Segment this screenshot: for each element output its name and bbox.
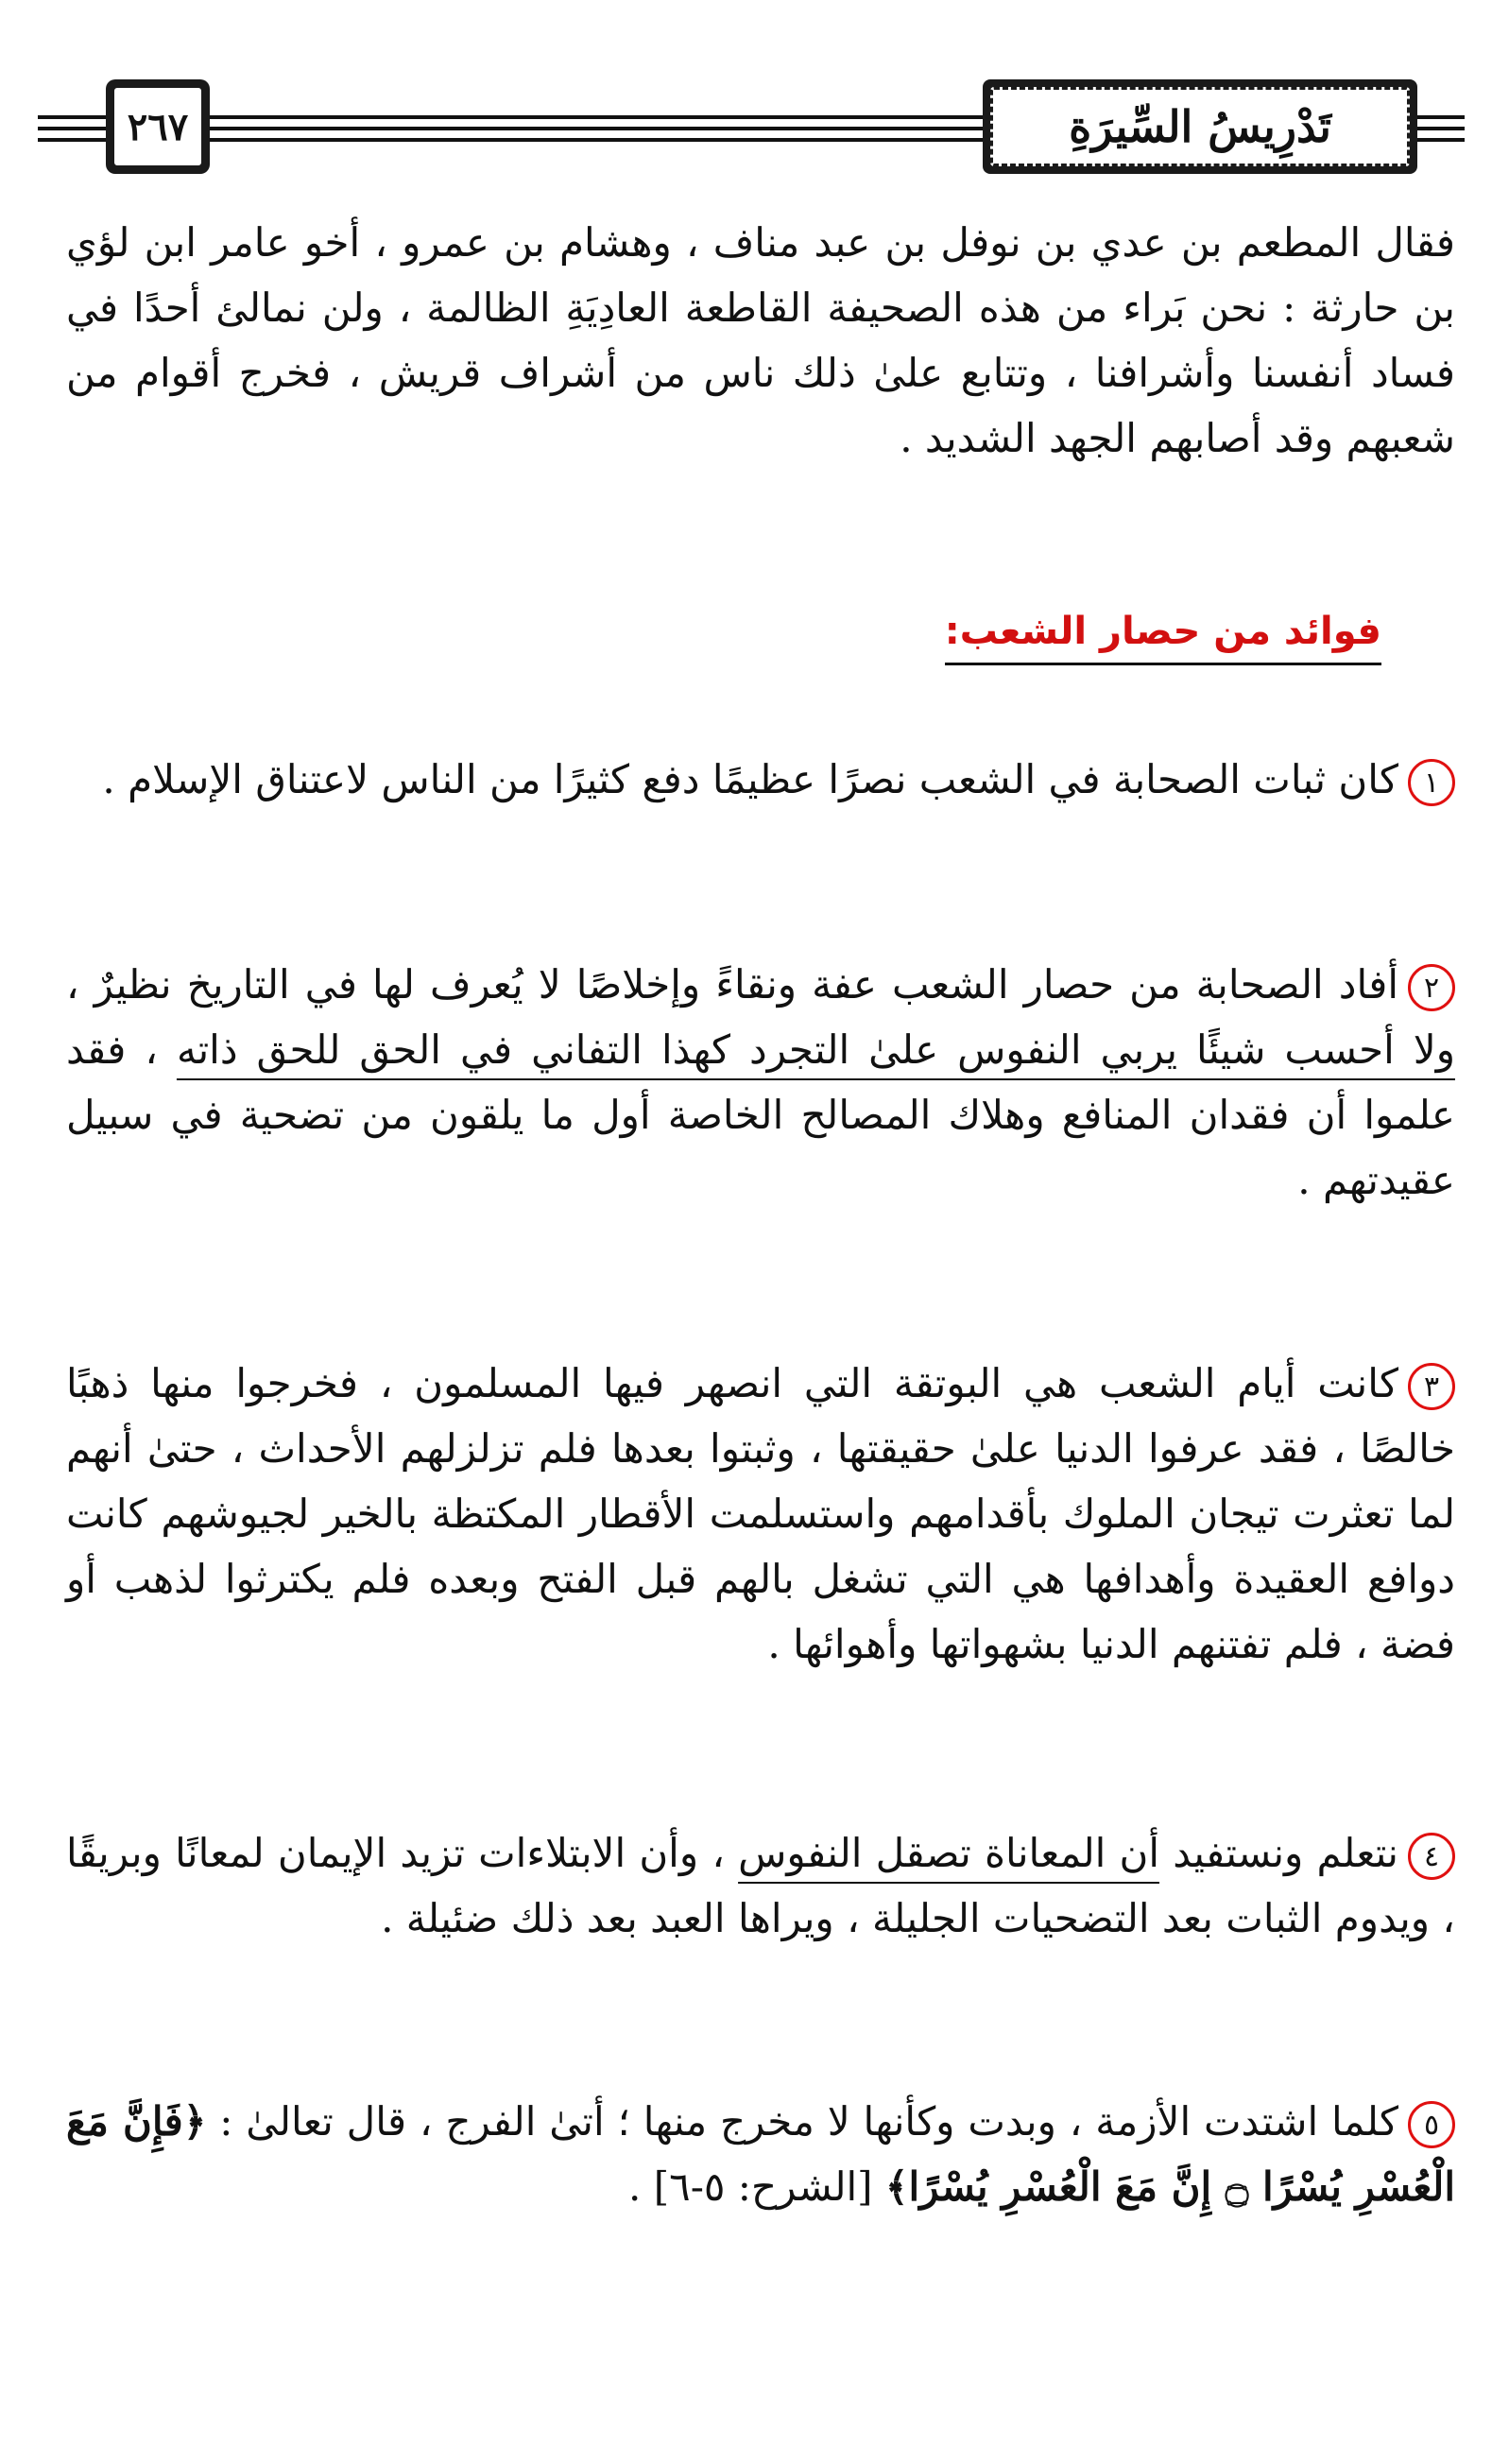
benefit-text: كانت أيام الشعب هي البوتقة التي انصهر فيها المسلمون ، فخرجوا منها ذهبًا خالصًا ، فقد عرفوا الدنيا علىٰ حقيقتها ، وثبتوا بعدها فلم تزلزلهم الأحداث ، حتىٰ أنهم لما تعثرت تيجان الملوك بأقدامهم واستسلمت الأقطار المكتظة بالخير لجيوشهم كانت دوافع العقيدة وأهدافها هي التي تشغل بالهم قبل الفتح وبعده فلم يكترثوا لذهب أو فضة ، فلم تفتنهم الدنيا بشهواتها وأهوائها . [66,1360,1455,1667]
book-title: تَدْرِيسُ السِّيرَةِ [990,87,1410,166]
benefit-text: أفاد الصحابة من حصار الشعب عفة ونقاءً وإخلاصًا لا يُعرف لها في التاريخ نظيرٌ ، [66,961,1398,1008]
benefit-text: نتعلم ونستفيد [1159,1830,1398,1876]
item-number-badge: ٥ [1408,2101,1455,2148]
underlined-text: أن المعاناة تصقل النفوس [738,1830,1160,1876]
benefit-item-2 [66,952,1455,1213]
benefit-text: ، وأن الابتلاءات تزيد الإيمان لمعانًا وبريقًا ، ويدوم الثبات بعد التضحيات الجليلة ، ويراها العبد بعد ذلك ضئيلة . [66,1830,1455,1941]
benefit-text: كلما اشتدت الأزمة ، وبدت وكأنها لا مخرج منها ؛ أتىٰ الفرج ، قال تعالىٰ : [206,2098,1398,2145]
item-number-badge: ١ [1408,759,1455,806]
page-number: ٢٦٧ [111,85,204,168]
book-title-frame [983,79,1417,174]
section-heading: فوائد من حصار الشعب: [945,610,1381,665]
benefit-item-1 [66,747,1455,812]
benefit-item-5 [66,2089,1455,2219]
benefit-text: ، فقد علموا أن فقدان المنافع وهلاك المصالح الخاصة أول ما يلقون من تضحية في سبيل عقيدتهم . [66,1026,1455,1203]
page-number-frame [106,79,210,174]
header-rule [1417,138,1465,142]
underlined-text: ولا أحسب شيئًا يربي النفوس علىٰ التجرد كهذا التفاني في الحق للحق ذاته [176,1026,1455,1073]
benefit-text: كان ثبات الصحابة في الشعب نصرًا عظيمًا دفع كثيرًا من الناس لاعتناق الإسلام . [102,756,1398,802]
page-header [0,38,1509,180]
header-rule [1417,115,1465,119]
benefit-item-3 [66,1351,1455,1677]
verse-citation: [الشرح: ٥-٦] . [628,2163,885,2210]
item-number-badge: ٢ [1408,964,1455,1011]
item-number-badge: ٤ [1408,1833,1455,1880]
quran-verse: ﴿فَإِنَّ مَعَ الْعُسْرِ يُسْرًا ۝ إِنَّ مَعَ الْعُسْرِ يُسْرًا﴾ [66,2098,1455,2210]
intro-paragraph: فقال المطعم بن عدي بن نوفل بن عبد مناف ، وهشام بن عمرو ، أخو عامر ابن لؤي بن حارثة : نحن بَراء من هذه الصحيفة القاطعة العادِيَةِ الظالمة ، ولن نمالئ أحدًا في فساد أنفسنا وأشرافنا ، وتتابع علىٰ ذلك ناس من أشراف قريش ، فخرج أقوام من شعبهم وقد أصابهم الجهد الشديد . [66,219,1455,461]
benefit-item-4 [66,1820,1455,1951]
header-rule [1417,127,1465,130]
item-number-badge: ٣ [1408,1363,1455,1410]
